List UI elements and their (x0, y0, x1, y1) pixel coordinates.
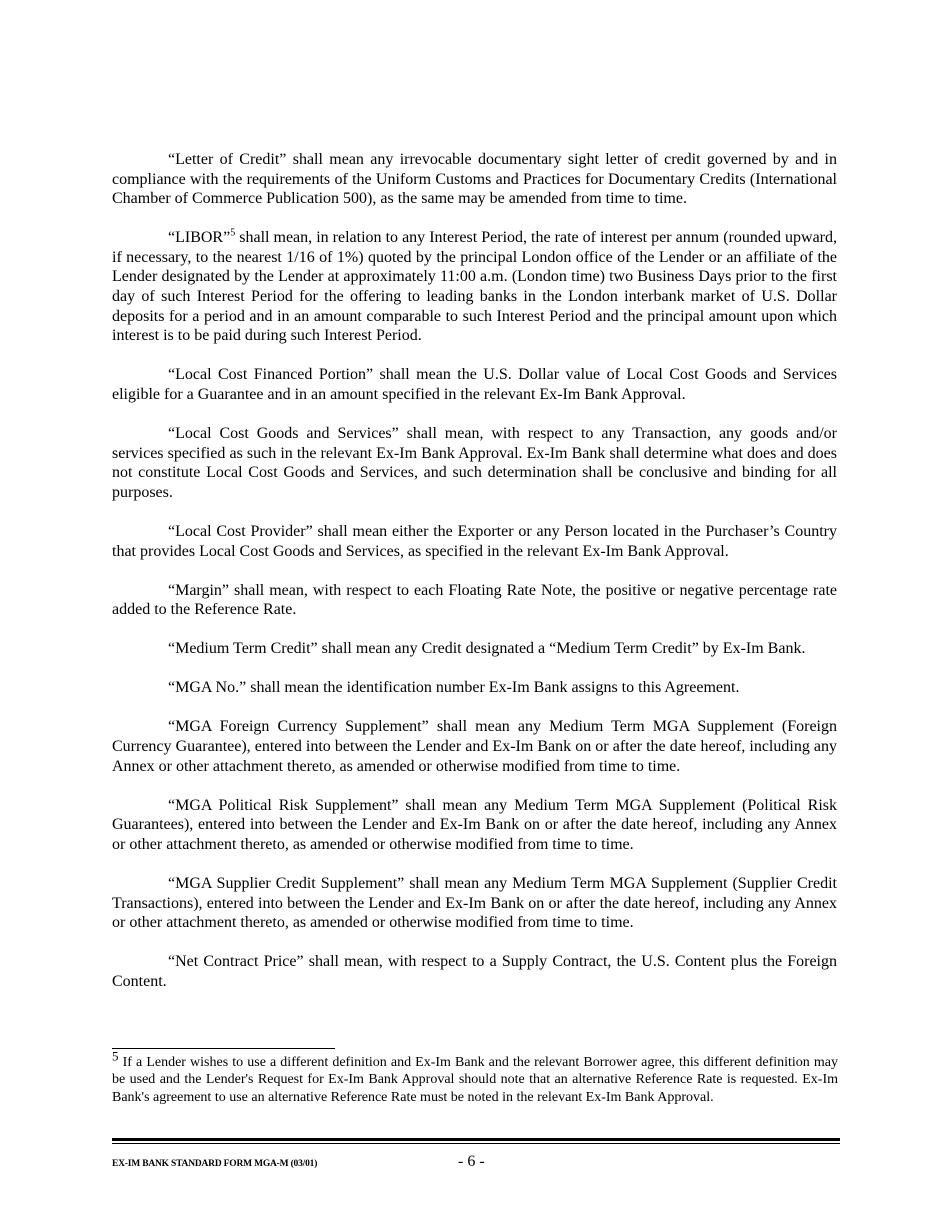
definition-local-cost-financed-portion: “Local Cost Financed Portion” shall mean the U.S. Dollar value of Local Cost Goods and Services eligible for a Guarantee and in an amount specified in the relevant Ex-Im Bank Approval. (112, 366, 837, 403)
definition-mga-no: “MGA No.” shall mean the identification number Ex-Im Bank assigns to this Agreement. (168, 679, 740, 697)
footnote-ref-5[interactable]: 5 (230, 227, 236, 239)
definition-mga-supplier-credit-supplement: “MGA Supplier Credit Supplement” shall mean any Medium Term MGA Supplement (Supplier Credit Transactions), entered into between the Lender and Ex-Im Bank on or after the date hereof, including any Annex or other attachment thereto, as amended or otherwise modified from time to time. (112, 875, 837, 932)
libor-term: “LIBOR” (168, 229, 231, 247)
footnote-text: If a Lender wishes to use a different definition and Ex-Im Bank and the relevant Borrower agree, this different definition may be used and the Lender's Request for Ex-Im Bank Approval should note that an alternative Reference Rate is requested. Ex-Im Bank's agreement to use an alternative Reference Rate must be noted in the relevant Ex-Im Bank Approval. (112, 1055, 838, 1105)
libor-definition-text: shall mean, in relation to any Interest Period, the rate of interest per annum (rounded upward, if necessary, to the nearest 1/16 of 1%) quoted by the principal London office of the Lender or an affiliate of the Lender designated by the Lender at approximately 11:00 a.m. (London time) two Business Days prior to the first day of such Interest Period for the offering to leading banks in the London interbank market of U.S. Dollar deposits for a period and in an amount comparable to such Interest Period and the principal amount upon which interest is to be paid during such Interest Period. (112, 229, 837, 345)
page-number: - 6 - (458, 1153, 485, 1170)
definition-local-cost-provider: “Local Cost Provider” shall mean either the Exporter or any Person located in the Purchaser’s Country that provides Local Cost Goods and Services, as specified in the relevant Ex-Im Bank Approval. (112, 522, 837, 560)
definition-medium-term-credit: “Medium Term Credit” shall mean any Credit designated a “Medium Term Credit” by Ex-Im Bank. (168, 640, 806, 658)
footnote-marker: 5 (112, 1048, 119, 1064)
footnote-separator (112, 1048, 335, 1049)
footer-rule-thick (112, 1138, 840, 1141)
footnote-5 (112, 1048, 838, 1106)
footer-rule-thin (112, 1143, 840, 1144)
definition-local-cost-goods-and-services: “Local Cost Goods and Services” shall mean, with respect to any Transaction, any goods and/or services specified as such in the relevant Ex-Im Bank Approval. Ex-Im Bank shall determine what does and does not constitute Local Cost Goods and Services, and such determination shall be conclusive and binding for all purposes. (112, 425, 837, 501)
definition-net-contract-price: “Net Contract Price” shall mean, with respect to a Supply Contract, the U.S. Content plus the Foreign Content. (112, 953, 837, 990)
definition-libor (112, 228, 837, 346)
definition-mga-political-risk-supplement: “MGA Political Risk Supplement” shall mean any Medium Term MGA Supplement (Political Risk Guarantees), entered into between the Lender and Ex-Im Bank on or after the date hereof, including any Annex or other attachment thereto, as amended or otherwise modified from time to time. (112, 796, 837, 853)
definitions-body (112, 150, 837, 1011)
definition-mga-foreign-currency-supplement: “MGA Foreign Currency Supplement” shall mean any Medium Term MGA Supplement (Foreign Currency Guarantee), entered into between the Lender and Ex-Im Bank on or after the date hereof, including any Annex or other attachment thereto, as amended or otherwise modified from time to time. (112, 718, 837, 775)
definition-letter-of-credit: “Letter of Credit” shall mean any irrevocable documentary sight letter of credit governed by and in compliance with the requirements of the Uniform Customs and Practices for Documentary Credits (International Chamber of Commerce Publication 500), as the same may be amended from time to time. (112, 151, 837, 208)
form-identifier: EX-IM BANK STANDARD FORM MGA-M (03/01) (112, 1159, 318, 1169)
definition-margin: “Margin” shall mean, with respect to each Floating Rate Note, the positive or negative percentage rate added to the Reference Rate. (112, 581, 837, 619)
